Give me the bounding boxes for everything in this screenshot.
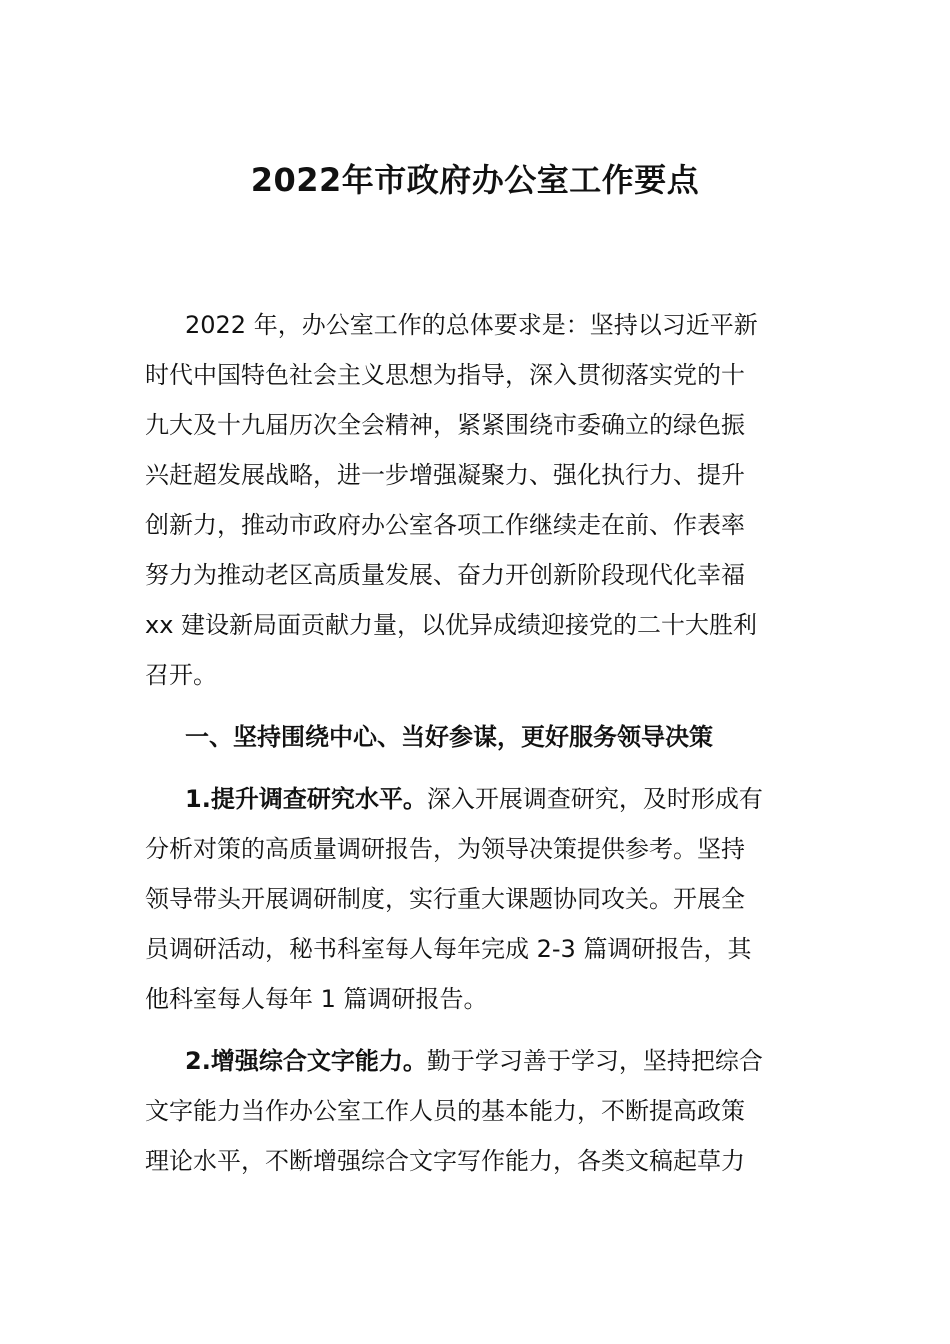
- paragraph-line: 召开。: [145, 661, 217, 689]
- paragraph-line: 创新力，推动市政府办公室各项工作继续走在前、作表率: [145, 511, 745, 539]
- paragraph-line: 2022 年，办公室工作的总体要求是：坚持以习近平新: [185, 311, 758, 339]
- intro-paragraph: [145, 300, 815, 700]
- item-text: 深入开展调查研究，及时形成有: [426, 785, 763, 813]
- paragraph-line: 理论水平，不断增强综合文字写作能力，各类文稿起草力: [145, 1147, 745, 1175]
- item-text: 勤于学习善于学习，坚持把综合: [426, 1047, 763, 1075]
- paragraph-line: 努力为推动老区高质量发展、奋力开创新阶段现代化幸福: [145, 561, 745, 589]
- paragraph-line: [145, 774, 815, 824]
- paragraph-line: 他科室每人每年 1 篇调研报告。: [145, 985, 488, 1013]
- paragraph-line: 领导带头开展调研制度，实行重大课题协同攻关。开展全: [145, 885, 745, 913]
- item-paragraph-1: [145, 774, 815, 1024]
- paragraph-spacer: [145, 762, 815, 774]
- paragraph-line: 九大及十九届历次全会精神，紧紧围绕市委确立的绿色振: [145, 411, 745, 439]
- paragraph-spacer: [145, 1024, 815, 1036]
- document-body: [145, 300, 815, 1186]
- paragraph-line: 分析对策的高质量调研报告，为领导决策提供参考。坚持: [145, 835, 745, 863]
- paragraph-line: 时代中国特色社会主义思想为指导，深入贯彻落实党的十: [145, 361, 745, 389]
- section-heading-text: 一、坚持围绕中心、当好参谋，更好服务领导决策: [185, 723, 713, 751]
- item-lead: 1.提升调查研究水平。: [185, 785, 427, 813]
- paragraph-line: xx 建设新局面贡献力量，以优异成绩迎接党的二十大胜利: [145, 611, 758, 639]
- paragraph-spacer: [145, 700, 815, 712]
- paragraph-line: 文字能力当作办公室工作人员的基本能力，不断提高政策: [145, 1097, 745, 1125]
- paragraph-line: [145, 1036, 815, 1086]
- section-heading: [145, 712, 815, 762]
- paragraph-line: 员调研活动，秘书科室每人每年完成 2-3 篇调研报告，其: [145, 935, 752, 963]
- document-title: 2022年市政府办公室工作要点: [250, 161, 700, 199]
- item-lead: 2.增强综合文字能力。: [185, 1047, 427, 1075]
- item-paragraph-2: [145, 1036, 815, 1186]
- paragraph-line: 兴赶超发展战略，进一步增强凝聚力、强化执行力、提升: [145, 461, 745, 489]
